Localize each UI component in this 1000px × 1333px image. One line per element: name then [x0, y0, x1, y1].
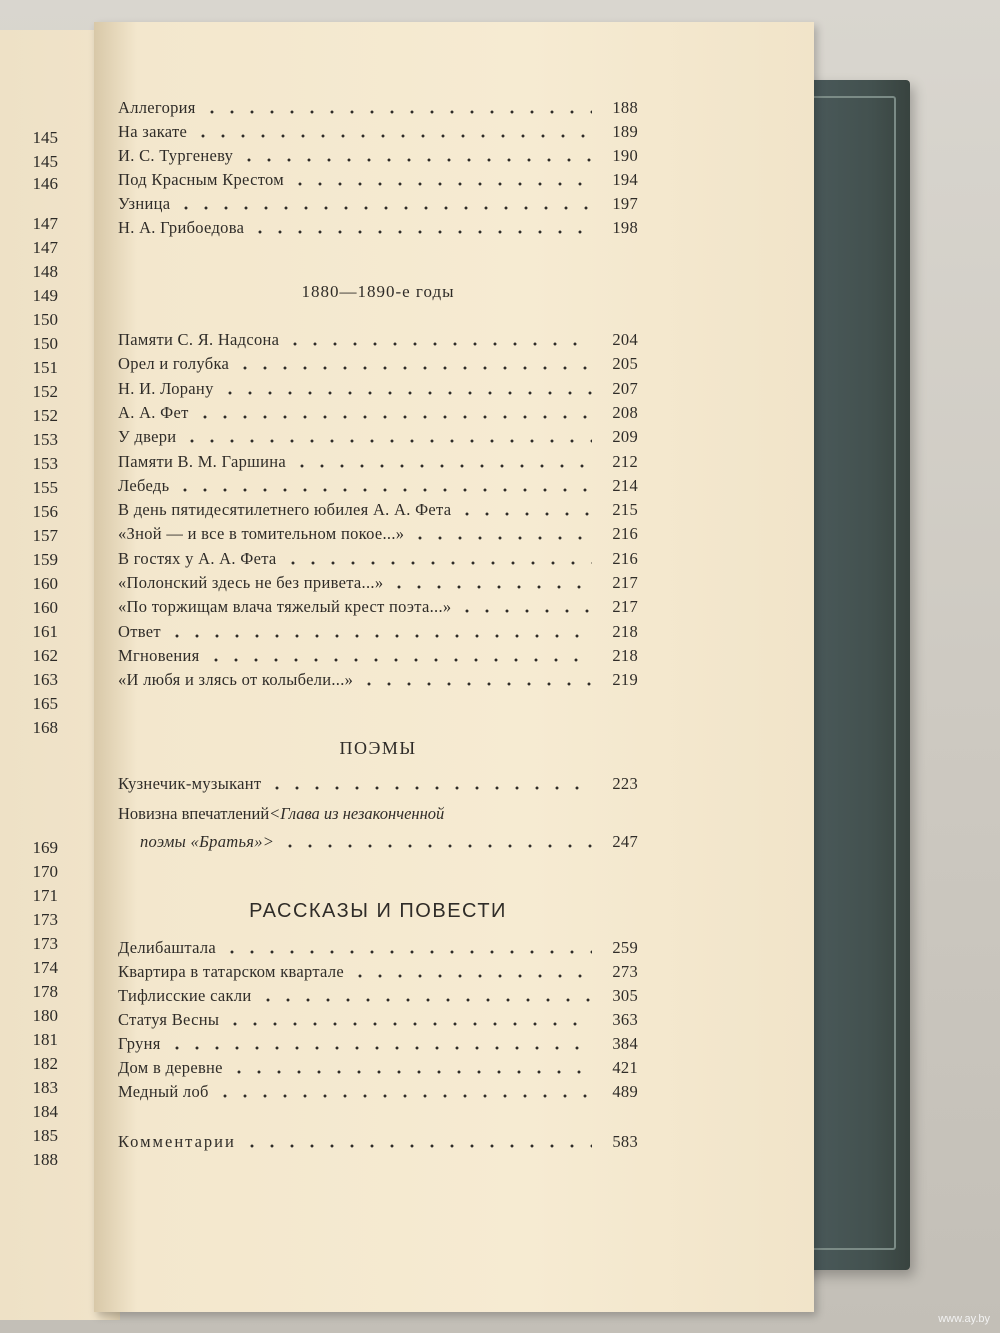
toc-entry-page: 205 [612, 354, 638, 374]
left-page-number: 173 [32, 910, 58, 929]
left-page-number: 185 [32, 1126, 58, 1145]
toc-entry-page: 217 [612, 597, 638, 617]
book-cover-border [808, 96, 896, 1250]
toc-entry-title: Медный лоб [118, 1082, 209, 1101]
toc-entry-title: Памяти С. Я. Надсона [118, 330, 280, 349]
toc-entry-title: А. А. Фет [118, 402, 189, 422]
toc-entry-title: Ответ [118, 621, 161, 641]
toc-entry-title: Под Красным Крестом [118, 170, 284, 189]
toc-entry-subtitle: <Глава из незаконченной [269, 804, 445, 823]
toc-entry-title: «Полонский здесь не без привета...» [118, 573, 384, 592]
dot-leader [350, 974, 592, 978]
left-page-number: 151 [32, 358, 58, 377]
dot-leader [280, 844, 592, 848]
left-page-number: 160 [32, 574, 58, 593]
dot-leader [167, 1046, 592, 1050]
toc-entry-title: Лебедь [118, 475, 170, 495]
toc-entry [118, 520, 638, 544]
left-page-number: 146 [32, 174, 58, 193]
toc-entry-title: Тифлисские сакли [118, 986, 252, 1005]
left-page-number: 161 [32, 622, 58, 641]
toc-entry-title: «По торжищам влача тяжелый крест поэта...» [118, 597, 452, 617]
toc-entry-title: Новизна впечатлений [118, 804, 270, 823]
left-page-number: 184 [32, 1102, 58, 1121]
dot-leader [283, 561, 592, 565]
left-page-number: 168 [32, 718, 58, 737]
toc-entry [118, 1006, 638, 1030]
toc-entry-title: Делибаштала [118, 938, 217, 957]
dot-leader [167, 634, 592, 638]
toc-entry-page: 194 [612, 170, 638, 189]
dot-leader [220, 391, 592, 395]
toc-entry-title: Дом в деревне [118, 1058, 223, 1077]
toc-entry-page: 208 [612, 402, 638, 422]
toc-entry [118, 934, 638, 958]
toc-entry-page: 259 [612, 938, 638, 957]
left-page-number: 163 [32, 670, 58, 689]
toc-entry-multiline [118, 800, 638, 824]
toc-entry-title: Н. И. Лорану [118, 378, 214, 398]
toc-entry [118, 593, 638, 617]
toc-entry [118, 642, 638, 666]
toc-entry-page: 218 [612, 645, 638, 665]
left-page-number: 180 [32, 1006, 58, 1025]
toc-entry [118, 94, 638, 118]
dot-leader [258, 998, 592, 1002]
toc-entry-title: Квартира в татарском квартале [118, 962, 344, 981]
toc-entry [118, 166, 638, 190]
toc-entry-title: На закате [118, 122, 188, 141]
dot-leader [182, 439, 592, 443]
dot-leader [389, 585, 592, 589]
left-page-number: 157 [32, 526, 58, 545]
left-page-number: 173 [32, 934, 58, 953]
toc-entry-title: Орел и голубка [118, 354, 230, 374]
left-page-number: 145 [32, 152, 58, 171]
toc-entry-page: 207 [612, 378, 638, 398]
toc-entry-page: 216 [612, 548, 638, 568]
left-page-number: 148 [32, 262, 58, 281]
toc-entry [118, 666, 638, 690]
toc-entry [118, 982, 638, 1006]
toc-entry [118, 375, 638, 399]
left-page-number: 150 [32, 334, 58, 353]
dot-leader [225, 1022, 592, 1026]
left-page-number: 183 [32, 1078, 58, 1097]
dot-leader [250, 230, 592, 234]
dot-leader [195, 415, 592, 419]
left-page-number: 152 [32, 406, 58, 425]
toc-entry-page: 363 [612, 1010, 638, 1029]
left-page-number: 159 [32, 550, 58, 569]
dot-leader [457, 609, 592, 613]
toc-entry-title: Н. А. Грибоедова [118, 218, 245, 237]
toc-entry-page: 197 [612, 194, 638, 213]
toc-entry-page: 219 [612, 670, 638, 690]
toc-entry [118, 118, 638, 142]
toc-entry-title: У двери [118, 427, 177, 447]
dot-leader [410, 536, 592, 540]
toc-entry [118, 618, 638, 642]
toc-entry [118, 190, 638, 214]
toc-entry-page: 214 [612, 475, 638, 495]
toc-entry [118, 1078, 638, 1102]
toc-entry-title: Мгновения [118, 645, 200, 665]
toc-entry [118, 326, 638, 350]
toc-entry-page: 217 [612, 573, 638, 592]
toc-entry [118, 350, 638, 374]
toc-entry-page: 421 [612, 1058, 638, 1077]
left-page-number: 174 [32, 958, 58, 977]
toc-entry-title: «Зной — и все в томительном покое...» [118, 524, 405, 544]
toc-entry-page: 305 [612, 986, 638, 1005]
left-page-number: 169 [32, 838, 58, 857]
toc-entry-title: Аллегория [118, 98, 196, 117]
left-page-number: 153 [32, 430, 58, 449]
dot-leader [215, 1094, 592, 1098]
dot-leader [290, 182, 592, 186]
toc-entry [118, 399, 638, 423]
toc-entry [118, 423, 638, 447]
toc-entry-page: 583 [612, 1132, 638, 1151]
toc-entry [118, 214, 638, 238]
dot-leader [235, 366, 592, 370]
toc-entry-page: 218 [612, 621, 638, 641]
dot-leader [242, 1144, 592, 1148]
dot-leader [222, 950, 592, 954]
toc-entry [118, 958, 638, 982]
toc-entry-title: Кузнечик-музыкант [118, 774, 262, 793]
left-page-number: 170 [32, 862, 58, 881]
dot-leader [285, 342, 592, 346]
toc-entry [118, 472, 638, 496]
toc-entry [118, 448, 638, 472]
dot-leader [193, 134, 592, 138]
toc-entry [118, 1030, 638, 1054]
toc-entry-page: 190 [612, 146, 638, 165]
toc-entry [118, 545, 638, 569]
dot-leader [292, 464, 592, 468]
left-page-number: 150 [32, 310, 58, 329]
toc-entry [118, 770, 638, 794]
toc-entry-subtitle: поэмы «Братья»> [140, 832, 275, 851]
left-page-number: 155 [32, 478, 58, 497]
toc-entry-title: В гостях у А. А. Фета [118, 548, 277, 568]
left-page-number: 162 [32, 646, 58, 665]
left-page-number: 147 [32, 238, 58, 257]
toc-entry-title: Груня [118, 1034, 161, 1053]
dot-leader [267, 786, 592, 790]
left-page-number: 152 [32, 382, 58, 401]
toc-entry-page: 204 [612, 330, 638, 349]
toc-entry-title: Комментарии [118, 1132, 236, 1151]
toc-entry-page: 223 [612, 774, 638, 793]
toc-entry-title: В день пятидесятилетнего юбилея А. А. Фета [118, 500, 452, 520]
toc-entry-page: 216 [612, 524, 638, 544]
toc-entry-page: 215 [612, 500, 638, 520]
left-page-number: 181 [32, 1030, 58, 1049]
dot-leader [175, 488, 592, 492]
toc-entry [118, 569, 638, 593]
dot-leader [229, 1070, 592, 1074]
dot-leader [239, 158, 592, 162]
toc-entry-page: 209 [612, 427, 638, 447]
toc-entry-page: 189 [612, 122, 638, 141]
toc-entry-comments [118, 1128, 638, 1152]
watermark: www.ay.by [938, 1313, 990, 1325]
toc-entry-title: И. С. Тургеневу [118, 146, 234, 165]
left-page-number: 160 [32, 598, 58, 617]
toc-entry-page: 384 [612, 1034, 638, 1053]
dot-leader [176, 206, 592, 210]
section-heading-poems: ПОЭМЫ [339, 738, 417, 758]
left-page-number: 165 [32, 694, 58, 713]
toc-entry-title: Статуя Весны [118, 1010, 220, 1029]
left-page-number: 156 [32, 502, 58, 521]
dot-leader [359, 682, 592, 686]
toc-entry-title: Узница [118, 194, 171, 213]
left-page-number: 188 [32, 1150, 58, 1169]
toc-entry-page: 198 [612, 218, 638, 237]
dot-leader [206, 658, 593, 662]
left-page-number: 178 [32, 982, 58, 1001]
section-heading-stories: РАССКАЗЫ И ПОВЕСТИ [249, 900, 507, 922]
toc-entry-page: 188 [612, 98, 638, 117]
toc-entry-page: 273 [612, 962, 638, 981]
toc-entry-title: «И любя и злясь от колыбели...» [118, 670, 354, 690]
left-page-number: 153 [32, 454, 58, 473]
toc-entry-title: Памяти В. М. Гаршина [118, 451, 287, 471]
toc-entry-page: 212 [612, 451, 638, 471]
dot-leader [202, 110, 592, 114]
section-heading-years: 1880—1890-е годы [301, 282, 455, 301]
toc-entry-page: 247 [612, 832, 638, 851]
toc-entry-page: 489 [612, 1082, 638, 1101]
left-page-number: 145 [32, 128, 58, 147]
left-page-number: 182 [32, 1054, 58, 1073]
left-page-number: 147 [32, 214, 58, 233]
toc-entry [118, 496, 638, 520]
left-page-number: 171 [32, 886, 58, 905]
toc-entry-continuation [140, 828, 638, 852]
dot-leader [457, 512, 592, 516]
toc-entry [118, 142, 638, 166]
toc-entry [118, 1054, 638, 1078]
left-page-number: 149 [32, 286, 58, 305]
